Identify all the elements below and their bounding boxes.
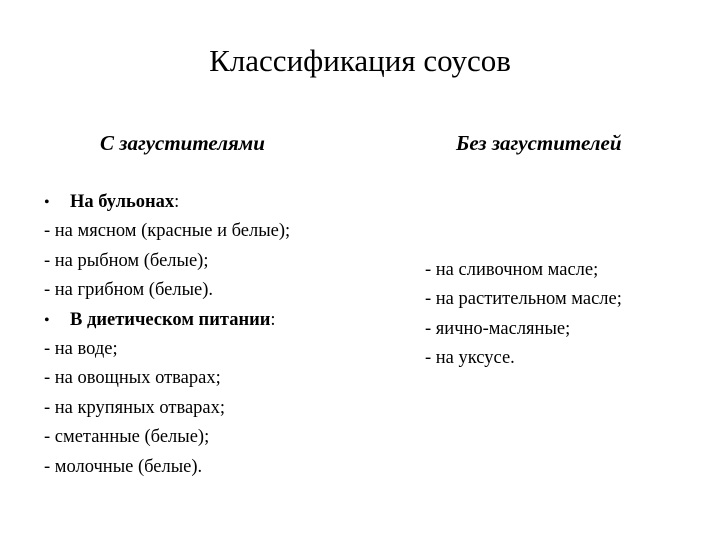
list-item: - на сливочном масле; bbox=[425, 260, 599, 280]
right-column-heading: Без загустителей bbox=[456, 131, 622, 155]
group-title: В диетическом питании bbox=[70, 309, 271, 330]
list-item: - на рыбном (белые); bbox=[44, 250, 209, 271]
group-header-broths bbox=[44, 188, 374, 217]
list-item: - сметанные (белые); bbox=[44, 427, 210, 448]
group-header-diet bbox=[44, 306, 374, 335]
list-item: - на овощных отварах; bbox=[44, 368, 221, 389]
list-item: - молочные (белые). bbox=[44, 456, 203, 477]
list-item: - яично-масляные; bbox=[425, 318, 571, 339]
list-item: - на крупяных отварах; bbox=[44, 397, 226, 418]
bullet-icon: • bbox=[44, 311, 50, 329]
right-column-list bbox=[425, 256, 715, 374]
bullet-icon: • bbox=[44, 194, 50, 211]
slide-title: Классификация соусов bbox=[209, 43, 511, 78]
list-item: - на уксусе. bbox=[425, 348, 515, 369]
left-column-list bbox=[44, 188, 374, 482]
list-item: - на мясном (красные и белые); bbox=[44, 221, 291, 242]
list-item: - на грибном (белые). bbox=[44, 280, 214, 301]
group-title-suffix: : bbox=[174, 192, 180, 212]
list-item: - на растительном масле; bbox=[425, 289, 622, 310]
group-title: На бульонах bbox=[70, 192, 175, 212]
list-item: - на воде; bbox=[44, 338, 118, 359]
group-title-suffix: : bbox=[270, 309, 276, 330]
left-column-heading: С загустителями bbox=[100, 131, 265, 155]
